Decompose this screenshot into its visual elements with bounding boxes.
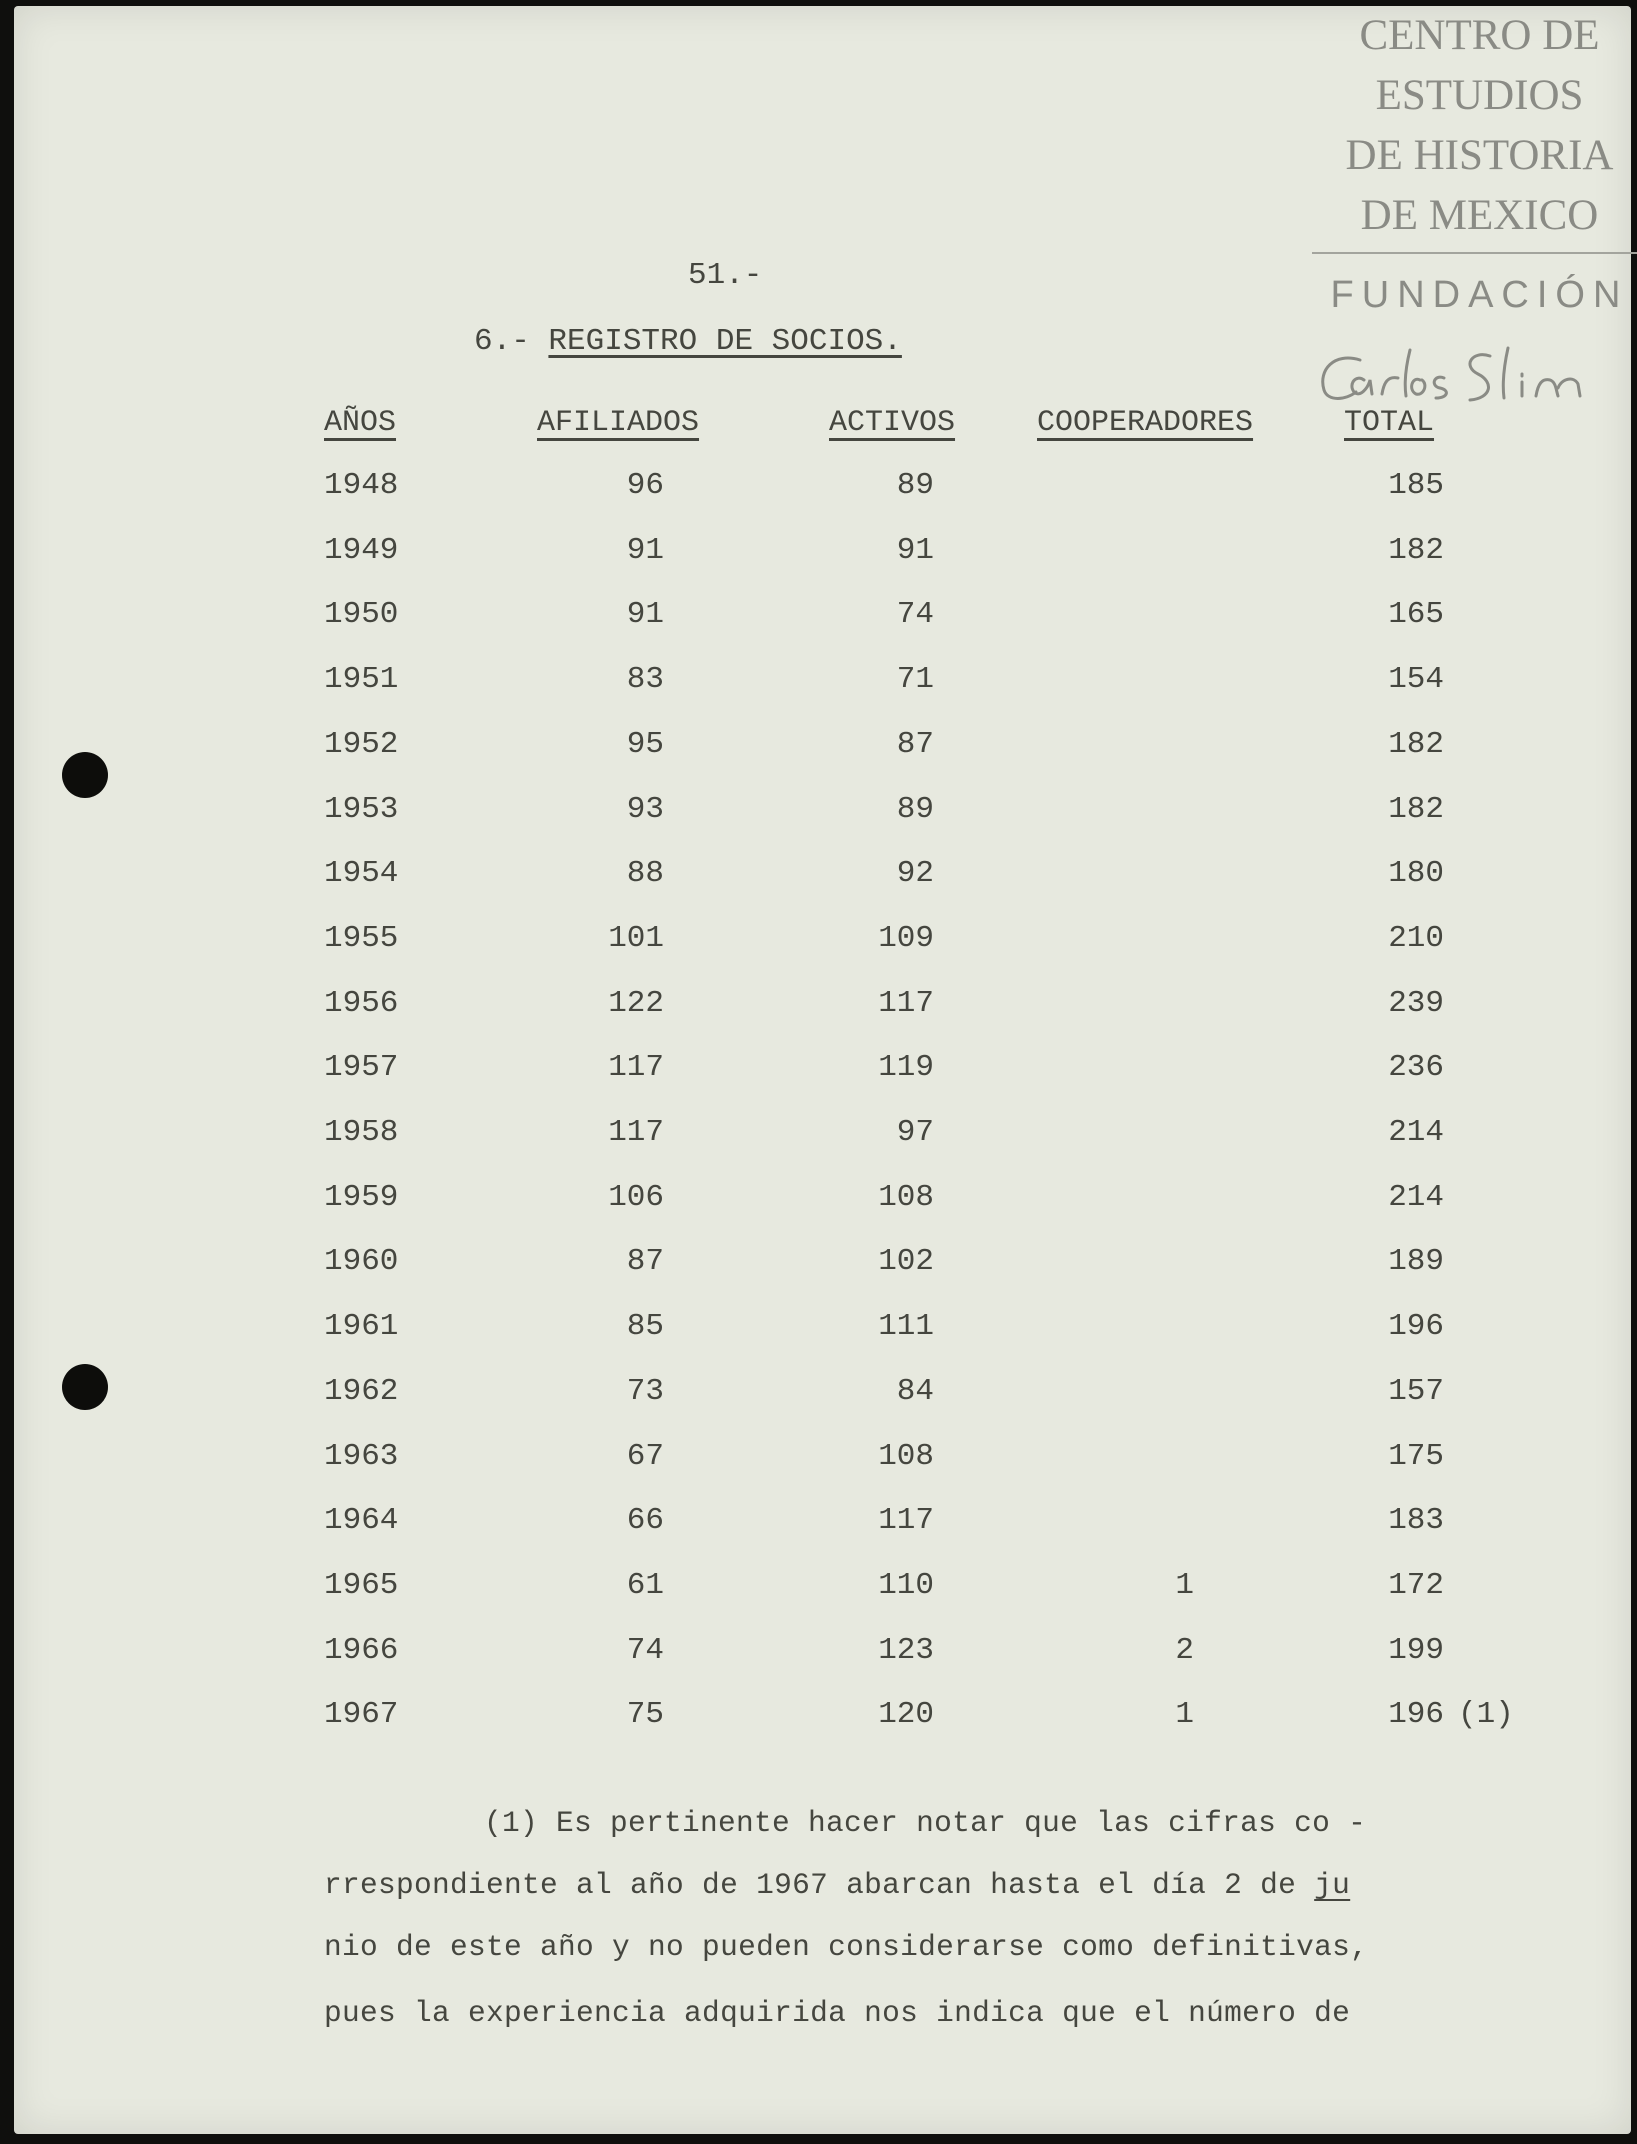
cell-activos: 110 <box>878 1568 934 1603</box>
cell-total: 183 <box>1388 1503 1444 1538</box>
cell-activos: 102 <box>878 1244 934 1279</box>
cell-activos: 120 <box>878 1697 934 1732</box>
archive-stamp <box>1312 6 1637 406</box>
cell-total: 180 <box>1388 856 1444 891</box>
stamp-divider <box>1312 252 1637 254</box>
stamp-line: CENTRO DE <box>1359 12 1600 59</box>
footnote-line-2-underlined: ju <box>1314 1868 1351 1902</box>
cell-total: 157 <box>1388 1374 1444 1409</box>
punch-hole-top <box>62 752 108 798</box>
page-number: 51.- <box>688 258 763 293</box>
cell-afiliados: 74 <box>626 1633 664 1668</box>
punch-hole-bottom <box>62 1364 108 1410</box>
cell-year: 1963 <box>324 1439 399 1474</box>
cell-total: 172 <box>1388 1568 1444 1603</box>
cell-year: 1960 <box>324 1244 399 1279</box>
cell-afiliados: 83 <box>626 662 664 697</box>
cell-year: 1954 <box>324 856 399 891</box>
cell-afiliados: 91 <box>626 597 664 632</box>
cell-total: 182 <box>1388 727 1444 762</box>
cell-activos: 84 <box>896 1374 934 1409</box>
cell-total: 175 <box>1388 1439 1444 1474</box>
cell-year: 1962 <box>324 1374 399 1409</box>
cell-note: (1) <box>1458 1697 1514 1732</box>
cell-year: 1967 <box>324 1697 399 1732</box>
cell-total: 182 <box>1388 792 1444 827</box>
cell-year: 1949 <box>324 533 399 568</box>
cell-afiliados: 75 <box>626 1697 664 1732</box>
stamp-line: DE HISTORIA <box>1345 132 1614 179</box>
section-number: 6.- <box>474 324 530 359</box>
column-header-cooperadores: COOPERADORES <box>1037 406 1254 440</box>
cell-year: 1966 <box>324 1633 399 1668</box>
cell-activos: 123 <box>878 1633 934 1668</box>
cell-total: 189 <box>1388 1244 1444 1279</box>
cell-year: 1950 <box>324 597 399 632</box>
cell-activos: 71 <box>896 662 934 697</box>
cell-afiliados: 106 <box>608 1180 664 1215</box>
cell-total: 239 <box>1388 986 1444 1021</box>
cell-total: 214 <box>1388 1180 1444 1215</box>
footnote-line-2-text: rrespondiente al año de 1967 abarcan hasta el día 2 de <box>324 1868 1315 1902</box>
document-page <box>14 6 1631 2134</box>
cell-afiliados: 93 <box>626 792 664 827</box>
cell-afiliados: 61 <box>626 1568 664 1603</box>
cell-afiliados: 91 <box>626 533 664 568</box>
cell-activos: 87 <box>896 727 934 762</box>
cell-year: 1953 <box>324 792 399 827</box>
cell-afiliados: 66 <box>626 1503 664 1538</box>
stamp-institution-name <box>1312 6 1637 246</box>
cell-year: 1955 <box>324 921 399 956</box>
cell-afiliados: 96 <box>626 468 664 503</box>
footnote-line-1: (1) Es pertinente hacer notar que las cifras co - <box>484 1806 1367 1840</box>
cell-activos: 108 <box>878 1180 934 1215</box>
cell-year: 1959 <box>324 1180 399 1215</box>
cell-year: 1952 <box>324 727 399 762</box>
cell-year: 1965 <box>324 1568 399 1603</box>
cell-activos: 89 <box>896 468 934 503</box>
column-header-activos: ACTIVOS <box>829 406 956 440</box>
cell-afiliados: 117 <box>608 1050 664 1085</box>
cell-year: 1951 <box>324 662 399 697</box>
cell-year: 1956 <box>324 986 399 1021</box>
cell-activos: 117 <box>878 986 934 1021</box>
cell-year: 1961 <box>324 1309 399 1344</box>
footnote-line-3: nio de este año y no pueden considerarse como definitivas, <box>324 1930 1369 1964</box>
cell-activos: 74 <box>896 597 934 632</box>
cell-total: 199 <box>1388 1633 1444 1668</box>
cell-afiliados: 73 <box>626 1374 664 1409</box>
cell-total: 196 <box>1388 1697 1444 1732</box>
cell-total: 196 <box>1388 1309 1444 1344</box>
cell-cooperadores: 2 <box>1175 1633 1194 1668</box>
section-title: REGISTRO DE SOCIOS. <box>548 324 902 359</box>
cell-total: 154 <box>1388 662 1444 697</box>
cell-afiliados: 101 <box>608 921 664 956</box>
cell-total: 165 <box>1388 597 1444 632</box>
cell-total: 182 <box>1388 533 1444 568</box>
column-header-total: TOTAL <box>1344 406 1435 440</box>
cell-year: 1964 <box>324 1503 399 1538</box>
cell-total: 214 <box>1388 1115 1444 1150</box>
cell-activos: 117 <box>878 1503 934 1538</box>
cell-afiliados: 88 <box>626 856 664 891</box>
cell-total: 236 <box>1388 1050 1444 1085</box>
cell-total: 185 <box>1388 468 1444 503</box>
cell-afiliados: 87 <box>626 1244 664 1279</box>
cell-afiliados: 122 <box>608 986 664 1021</box>
cell-activos: 91 <box>896 533 934 568</box>
cell-total: 210 <box>1388 921 1444 956</box>
cell-activos: 111 <box>878 1309 934 1344</box>
cell-cooperadores: 1 <box>1175 1697 1194 1732</box>
cell-cooperadores: 1 <box>1175 1568 1194 1603</box>
stamp-line: ESTUDIOS <box>1375 72 1584 119</box>
cell-activos: 109 <box>878 921 934 956</box>
cell-activos: 119 <box>878 1050 934 1085</box>
cell-afiliados: 117 <box>608 1115 664 1150</box>
cell-year: 1948 <box>324 468 399 503</box>
cell-activos: 89 <box>896 792 934 827</box>
cell-afiliados: 95 <box>626 727 664 762</box>
footnote-line-2 <box>324 1868 1350 1902</box>
cell-activos: 97 <box>896 1115 934 1150</box>
cell-afiliados: 85 <box>626 1309 664 1344</box>
cell-year: 1958 <box>324 1115 399 1150</box>
section-heading <box>474 324 902 359</box>
stamp-line: DE MEXICO <box>1360 192 1599 239</box>
column-header-afiliados: AFILIADOS <box>537 406 700 440</box>
cell-activos: 92 <box>896 856 934 891</box>
column-header-years: AÑOS <box>324 406 397 440</box>
cell-activos: 108 <box>878 1439 934 1474</box>
signature-logo <box>1312 336 1637 416</box>
stamp-fundacion: FUNDACIÓN <box>1330 274 1629 316</box>
footnote-line-4: pues la experiencia adquirida nos indica que el número de <box>324 1996 1351 2030</box>
cell-year: 1957 <box>324 1050 399 1085</box>
cell-afiliados: 67 <box>626 1439 664 1474</box>
